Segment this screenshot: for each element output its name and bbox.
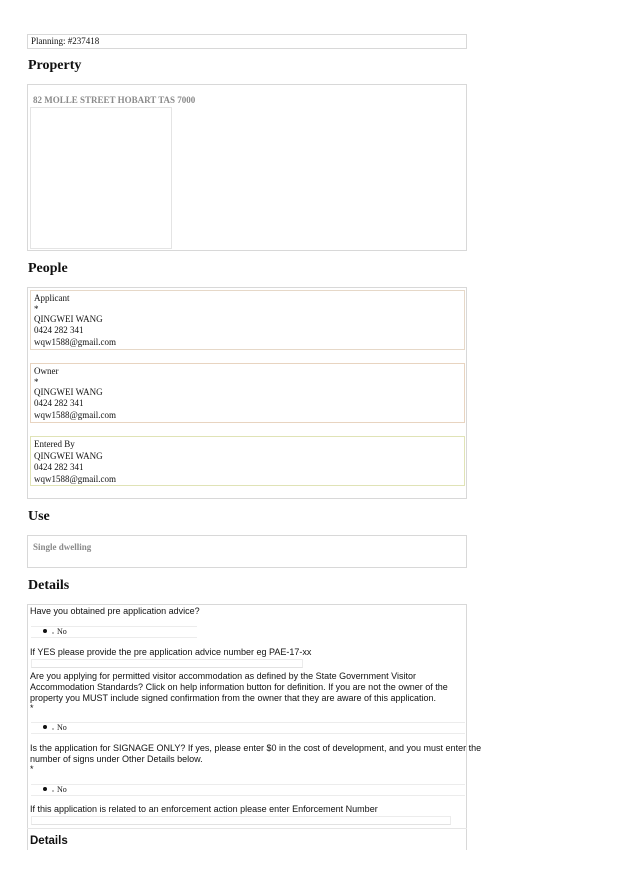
required-marker: * xyxy=(34,376,39,387)
use-value: Single dwelling xyxy=(33,542,92,552)
bullet-icon xyxy=(43,787,47,791)
question-enforcement-number: If this application is related to an enforcement action please enter Enforcement Number xyxy=(30,804,378,814)
person-card-entered-by xyxy=(30,436,465,486)
person-name: QINGWEI WANG xyxy=(34,450,103,461)
person-role: Applicant xyxy=(34,293,70,303)
person-name: QINGWEI WANG xyxy=(34,313,103,324)
question-line: number of signs under Other Details below. xyxy=(30,754,203,764)
question-line: property you MUST include signed confirmation from the owner that they are aware of this application. xyxy=(30,693,437,703)
pre-application-number-input[interactable] xyxy=(31,659,303,668)
person-phone: 0424 282 341 xyxy=(34,398,84,408)
radio-option-no[interactable] xyxy=(31,723,197,735)
person-email: wqw1588@gmail.com xyxy=(34,473,117,484)
radio-label: No xyxy=(57,723,67,732)
property-address: 82 MOLLE STREET HOBART TAS 7000 xyxy=(33,95,196,105)
radio-option-no[interactable] xyxy=(31,785,197,797)
required-marker: * xyxy=(34,303,39,314)
person-name: QINGWEI WANG xyxy=(34,386,103,397)
enforcement-number-input[interactable] xyxy=(31,816,451,825)
question-line: Are you applying for permitted visitor accommodation as defined by the State Government Visitor xyxy=(30,671,417,681)
person-phone: 0424 282 341 xyxy=(34,462,84,472)
divider xyxy=(27,828,467,829)
planning-number: Planning: #237418 xyxy=(31,36,100,46)
person-role: Entered By xyxy=(34,439,75,449)
question-visitor-accommodation xyxy=(30,671,466,712)
person-phone: 0424 282 341 xyxy=(34,325,84,335)
radio-button-icon[interactable] xyxy=(52,632,54,634)
bullet-icon xyxy=(43,725,47,729)
radio-button-icon[interactable] xyxy=(52,790,54,792)
question-line: Accommodation Standards? Click on help information button for definition. If you are not the owner of the xyxy=(30,682,448,692)
radio-button-icon[interactable] xyxy=(52,728,54,730)
section-heading-details: Details xyxy=(28,578,70,593)
radio-label: No xyxy=(57,627,67,636)
question-pre-application-number: If YES please provide the pre application advice number eg PAE-17-xx xyxy=(30,647,312,657)
question-line: Is the application for SIGNAGE ONLY? If yes, please enter $0 in the cost of development, and you must enter the xyxy=(30,743,482,753)
person-card-applicant xyxy=(30,290,465,350)
bullet-icon xyxy=(43,629,47,633)
person-role: Owner xyxy=(34,366,59,376)
section-heading-use: Use xyxy=(28,509,50,524)
use-panel xyxy=(27,535,467,568)
planning-reference xyxy=(27,34,467,49)
required-marker: * xyxy=(30,703,34,713)
subsection-heading-details: Details xyxy=(30,835,68,847)
person-email: wqw1588@gmail.com xyxy=(34,336,117,347)
required-marker: * xyxy=(30,764,34,774)
section-heading-people: People xyxy=(28,261,68,276)
person-email: wqw1588@gmail.com xyxy=(34,409,117,420)
question-signage-only xyxy=(30,743,482,774)
radio-label: No xyxy=(57,785,67,794)
section-heading-property: Property xyxy=(28,58,82,73)
person-card-owner xyxy=(30,363,465,423)
property-map[interactable] xyxy=(30,107,172,249)
radio-option-no[interactable] xyxy=(31,627,197,639)
question-pre-application-advice: Have you obtained pre application advice? xyxy=(30,606,200,616)
